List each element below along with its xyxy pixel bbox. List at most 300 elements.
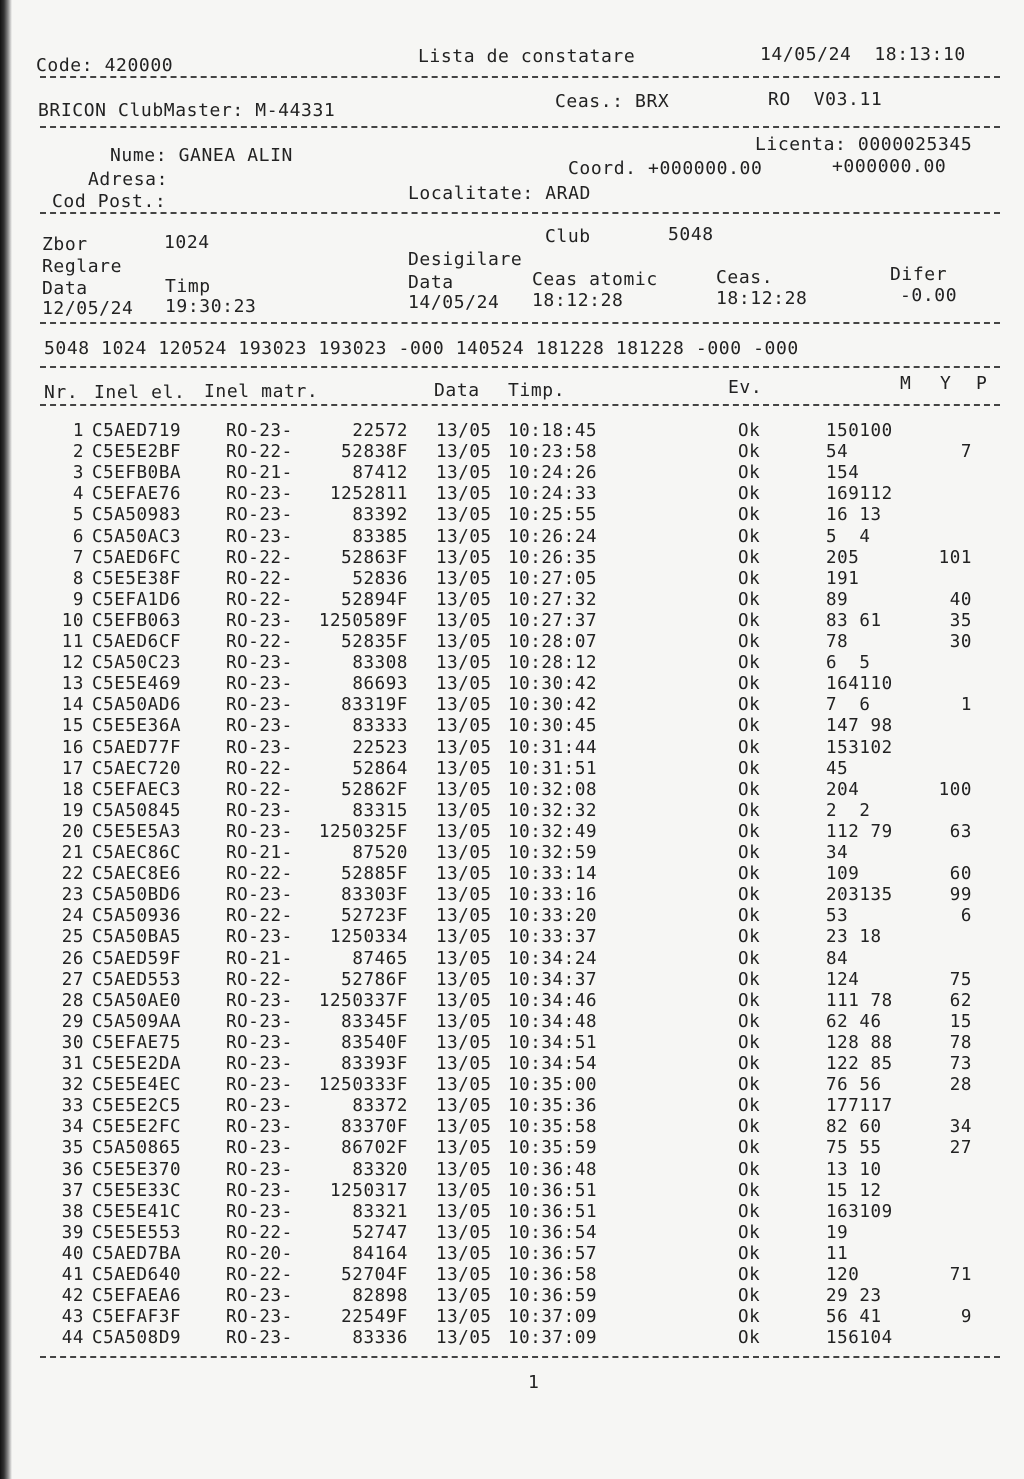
row-inel-el: C5EFB0BA bbox=[92, 463, 182, 484]
locality: Localitate: ARAD bbox=[408, 183, 591, 204]
row-inel-el: C5E5E4EC bbox=[92, 1075, 182, 1096]
row-data: 13/05 bbox=[436, 737, 492, 758]
row-ev: Ok bbox=[738, 632, 761, 652]
set-time: 19:30:23 bbox=[165, 296, 257, 317]
row-my: 120 bbox=[826, 1265, 860, 1285]
table-row bbox=[0, 1222, 1024, 1244]
row-inel-series: RO-22- bbox=[226, 632, 293, 652]
row-inel-el: C5E5E2BF bbox=[92, 442, 182, 463]
row-timp: 10:32:32 bbox=[508, 800, 598, 821]
row-my: 128 88 bbox=[826, 1032, 893, 1053]
row-inel-el: C5AED640 bbox=[92, 1265, 182, 1285]
row-inel-el: C5A50BA5 bbox=[92, 927, 182, 948]
col-inel-el: Inel el. bbox=[94, 382, 186, 403]
table-row bbox=[0, 905, 1024, 927]
table-row bbox=[0, 758, 1024, 780]
row-data: 13/05 bbox=[436, 589, 492, 610]
row-nr: 29 bbox=[61, 1011, 84, 1032]
row-my: 62 46 bbox=[826, 1011, 882, 1032]
row-ev: Ok bbox=[738, 1307, 761, 1328]
divider bbox=[40, 1356, 1000, 1358]
row-my: 76 56 bbox=[826, 1075, 882, 1096]
row-data: 13/05 bbox=[436, 1075, 492, 1096]
row-my: 45 bbox=[826, 758, 849, 779]
row-inel-matr: 52747 bbox=[352, 1222, 408, 1243]
row-timp: 10:36:58 bbox=[508, 1265, 598, 1285]
row-inel-el: C5A508D9 bbox=[92, 1328, 182, 1349]
row-ev: Ok bbox=[738, 990, 761, 1011]
row-data: 13/05 bbox=[436, 906, 492, 927]
table-row bbox=[0, 1137, 1024, 1159]
row-inel-el: C5A50845 bbox=[92, 800, 182, 821]
row-my: 6 5 bbox=[826, 653, 871, 674]
row-nr: 40 bbox=[61, 1243, 84, 1264]
row-data: 13/05 bbox=[436, 695, 492, 716]
row-ev: Ok bbox=[738, 1096, 761, 1117]
row-inel-el: C5EFAE75 bbox=[92, 1032, 182, 1053]
table-row bbox=[0, 589, 1024, 611]
row-timp: 10:24:33 bbox=[508, 484, 598, 505]
row-data: 13/05 bbox=[436, 484, 492, 505]
row-ev: Ok bbox=[738, 568, 761, 589]
row-data: 13/05 bbox=[436, 568, 492, 589]
table-row bbox=[0, 568, 1024, 590]
set-date: 12/05/24 bbox=[42, 298, 134, 319]
row-timp: 10:28:12 bbox=[508, 653, 598, 674]
row-nr: 31 bbox=[61, 1054, 84, 1074]
row-inel-el: C5AED553 bbox=[92, 969, 182, 990]
row-inel-series: RO-23- bbox=[226, 1117, 293, 1138]
table-row bbox=[0, 1011, 1024, 1033]
row-my: 53 bbox=[826, 906, 849, 927]
row-data: 13/05 bbox=[436, 653, 492, 674]
row-data: 13/05 bbox=[436, 1159, 492, 1180]
row-p: 100 bbox=[938, 779, 972, 800]
table-row bbox=[0, 779, 1024, 801]
row-nr: 37 bbox=[61, 1180, 84, 1201]
row-inel-matr: 83392 bbox=[352, 505, 408, 526]
set-label: Reglare bbox=[42, 256, 123, 277]
set-date-label: Data bbox=[42, 278, 88, 299]
row-data: 13/05 bbox=[436, 1243, 492, 1264]
row-timp: 10:35:00 bbox=[508, 1075, 598, 1096]
row-timp: 10:30:42 bbox=[508, 674, 598, 695]
row-ev: Ok bbox=[738, 1117, 761, 1138]
row-my: 205 bbox=[826, 547, 860, 568]
row-data: 13/05 bbox=[436, 1180, 492, 1201]
row-inel-matr: 52838F bbox=[341, 442, 408, 463]
row-inel-el: C5A50983 bbox=[92, 505, 182, 526]
row-inel-el: C5E5E2FC bbox=[92, 1117, 182, 1138]
table-row bbox=[0, 694, 1024, 716]
table-row bbox=[0, 969, 1024, 991]
row-inel-series: RO-23- bbox=[226, 695, 293, 716]
row-data: 13/05 bbox=[436, 1096, 492, 1117]
row-inel-series: RO-23- bbox=[226, 737, 293, 758]
row-my: 13 10 bbox=[826, 1159, 882, 1180]
row-timp: 10:36:59 bbox=[508, 1286, 598, 1307]
row-nr: 3 bbox=[72, 463, 84, 484]
row-timp: 10:35:59 bbox=[508, 1138, 598, 1159]
coordinates-second: +000000.00 bbox=[832, 156, 947, 177]
table-row bbox=[0, 610, 1024, 632]
row-timp: 10:34:37 bbox=[508, 969, 598, 990]
row-timp: 10:32:59 bbox=[508, 843, 598, 863]
row-inel-series: RO-22- bbox=[226, 589, 293, 610]
table-row bbox=[0, 547, 1024, 569]
row-my: 75 55 bbox=[826, 1138, 882, 1159]
row-nr: 13 bbox=[61, 674, 84, 695]
row-my: 156104 bbox=[826, 1328, 893, 1349]
row-ev: Ok bbox=[738, 1265, 761, 1285]
row-data: 13/05 bbox=[436, 1201, 492, 1222]
row-ev: Ok bbox=[738, 1201, 761, 1222]
summary-line: 5048 1024 120524 193023 193023 -000 140524 181228 181228 -000 -000 bbox=[44, 338, 799, 359]
row-nr: 23 bbox=[61, 885, 84, 906]
row-inel-series: RO-23- bbox=[226, 421, 293, 441]
table-row bbox=[0, 1264, 1024, 1286]
row-my: 2 2 bbox=[826, 800, 871, 821]
row-my: 82 60 bbox=[826, 1117, 882, 1138]
row-inel-series: RO-23- bbox=[226, 927, 293, 948]
row-timp: 10:33:20 bbox=[508, 906, 598, 927]
clock-time: 18:12:28 bbox=[716, 288, 808, 309]
row-my: 11 bbox=[826, 1243, 849, 1264]
row-timp: 10:28:07 bbox=[508, 632, 598, 652]
row-timp: 10:25:55 bbox=[508, 505, 598, 526]
row-my: 111 78 bbox=[826, 990, 893, 1011]
row-inel-series: RO-23- bbox=[226, 1138, 293, 1159]
divider bbox=[40, 366, 1000, 368]
row-my: 150100 bbox=[826, 421, 893, 441]
row-nr: 11 bbox=[61, 632, 84, 652]
row-timp: 10:36:54 bbox=[508, 1222, 598, 1243]
table-row bbox=[0, 926, 1024, 948]
row-my: 153102 bbox=[826, 737, 893, 758]
row-p: 99 bbox=[949, 885, 972, 906]
row-inel-matr: 83393F bbox=[341, 1054, 408, 1074]
row-ev: Ok bbox=[738, 1328, 761, 1349]
row-inel-el: C5AED59F bbox=[92, 948, 182, 969]
row-my: 84 bbox=[826, 948, 849, 969]
row-my: 83 61 bbox=[826, 610, 882, 631]
row-data: 13/05 bbox=[436, 442, 492, 463]
postal-code-label: Cod Post.: bbox=[52, 191, 167, 212]
row-inel-series: RO-22- bbox=[226, 758, 293, 779]
row-ev: Ok bbox=[738, 843, 761, 863]
row-p: 63 bbox=[949, 821, 972, 842]
row-data: 13/05 bbox=[436, 948, 492, 969]
row-inel-matr: 52885F bbox=[341, 864, 408, 885]
row-inel-el: C5AEC8E6 bbox=[92, 864, 182, 885]
row-inel-matr: 83336 bbox=[352, 1328, 408, 1349]
row-inel-series: RO-23- bbox=[226, 1286, 293, 1307]
row-timp: 10:32:49 bbox=[508, 821, 598, 842]
row-nr: 42 bbox=[61, 1286, 84, 1307]
row-inel-matr: 52894F bbox=[341, 589, 408, 610]
row-data: 13/05 bbox=[436, 1328, 492, 1349]
table-row bbox=[0, 420, 1024, 442]
row-data: 13/05 bbox=[436, 1054, 492, 1074]
row-inel-matr: 84164 bbox=[352, 1243, 408, 1264]
row-nr: 33 bbox=[61, 1096, 84, 1117]
print-datetime: 14/05/24 18:13:10 bbox=[760, 44, 966, 65]
row-inel-el: C5E5E5A3 bbox=[92, 821, 182, 842]
row-nr: 28 bbox=[61, 990, 84, 1011]
row-inel-matr: 22572 bbox=[352, 421, 408, 441]
row-data: 13/05 bbox=[436, 421, 492, 441]
row-inel-matr: 1250325F bbox=[318, 821, 408, 842]
row-inel-el: C5E5E41C bbox=[92, 1201, 182, 1222]
row-ev: Ok bbox=[738, 1054, 761, 1074]
row-ev: Ok bbox=[738, 505, 761, 526]
row-data: 13/05 bbox=[436, 1222, 492, 1243]
row-ev: Ok bbox=[738, 463, 761, 484]
row-my: 109 bbox=[826, 864, 860, 885]
row-inel-series: RO-23- bbox=[226, 800, 293, 821]
row-inel-matr: 82898 bbox=[352, 1286, 408, 1307]
row-nr: 14 bbox=[61, 695, 84, 716]
atomic-clock-time: 18:12:28 bbox=[532, 290, 624, 311]
row-p: 73 bbox=[949, 1054, 972, 1074]
table-row bbox=[0, 504, 1024, 526]
row-ev: Ok bbox=[738, 948, 761, 969]
row-inel-matr: 1252811 bbox=[330, 484, 408, 505]
row-timp: 10:34:51 bbox=[508, 1032, 598, 1053]
row-inel-series: RO-22- bbox=[226, 1222, 293, 1243]
row-nr: 2 bbox=[72, 442, 84, 463]
row-inel-el: C5E5E370 bbox=[92, 1159, 182, 1180]
row-inel-el: C5EFAEA6 bbox=[92, 1286, 182, 1307]
row-data: 13/05 bbox=[436, 674, 492, 695]
divider bbox=[40, 322, 1000, 324]
row-inel-el: C5A509AA bbox=[92, 1011, 182, 1032]
table-row bbox=[0, 715, 1024, 737]
row-inel-series: RO-23- bbox=[226, 1096, 293, 1117]
row-inel-matr: 86702F bbox=[341, 1138, 408, 1159]
row-nr: 5 bbox=[72, 505, 84, 526]
row-inel-series: RO-20- bbox=[226, 1243, 293, 1264]
row-p: 40 bbox=[949, 589, 972, 610]
row-data: 13/05 bbox=[436, 1138, 492, 1159]
row-inel-matr: 22523 bbox=[352, 737, 408, 758]
row-p: 60 bbox=[949, 864, 972, 885]
row-nr: 1 bbox=[72, 421, 84, 441]
row-p: 71 bbox=[949, 1265, 972, 1285]
row-my: 54 bbox=[826, 442, 849, 463]
row-nr: 16 bbox=[61, 737, 84, 758]
row-timp: 10:34:54 bbox=[508, 1054, 598, 1074]
device-id: BRICON ClubMaster: M-44331 bbox=[38, 100, 336, 121]
row-inel-el: C5A50AD6 bbox=[92, 695, 182, 716]
row-nr: 10 bbox=[61, 610, 84, 631]
row-my: 16 13 bbox=[826, 505, 882, 526]
row-ev: Ok bbox=[738, 821, 761, 842]
row-inel-series: RO-23- bbox=[226, 821, 293, 842]
row-ev: Ok bbox=[738, 526, 761, 547]
divider bbox=[40, 126, 1000, 128]
row-inel-matr: 22549F bbox=[341, 1307, 408, 1328]
row-inel-series: RO-21- bbox=[226, 948, 293, 969]
row-p: 35 bbox=[949, 610, 972, 631]
row-my: 89 bbox=[826, 589, 849, 610]
table-row bbox=[0, 884, 1024, 906]
row-ev: Ok bbox=[738, 442, 761, 463]
table-row bbox=[0, 462, 1024, 484]
row-inel-series: RO-22- bbox=[226, 779, 293, 800]
row-timp: 10:27:32 bbox=[508, 589, 598, 610]
row-inel-series: RO-23- bbox=[226, 674, 293, 695]
row-timp: 10:36:57 bbox=[508, 1243, 598, 1264]
row-inel-series: RO-22- bbox=[226, 1265, 293, 1285]
col-y: Y bbox=[940, 373, 952, 394]
row-inel-series: RO-23- bbox=[226, 1201, 293, 1222]
row-inel-el: C5E5E38F bbox=[92, 568, 182, 589]
col-data: Data bbox=[434, 380, 480, 401]
row-data: 13/05 bbox=[436, 1011, 492, 1032]
row-data: 13/05 bbox=[436, 821, 492, 842]
row-inel-el: C5AED6CF bbox=[92, 632, 182, 652]
row-nr: 24 bbox=[61, 906, 84, 927]
table-row bbox=[0, 800, 1024, 822]
row-timp: 10:31:51 bbox=[508, 758, 598, 779]
row-inel-el: C5E5E553 bbox=[92, 1222, 182, 1243]
row-p: 101 bbox=[938, 547, 972, 568]
row-timp: 10:31:44 bbox=[508, 737, 598, 758]
row-my: 56 41 bbox=[826, 1307, 882, 1328]
col-ev: Ev. bbox=[728, 377, 763, 398]
row-p: 28 bbox=[949, 1075, 972, 1096]
row-data: 13/05 bbox=[436, 779, 492, 800]
club-number: 5048 bbox=[668, 224, 714, 245]
row-nr: 6 bbox=[72, 526, 84, 547]
row-inel-matr: 83370F bbox=[341, 1117, 408, 1138]
row-data: 13/05 bbox=[436, 885, 492, 906]
row-data: 13/05 bbox=[436, 505, 492, 526]
unseal-label: Desigilare bbox=[408, 249, 523, 270]
row-p: 78 bbox=[949, 1032, 972, 1053]
row-nr: 22 bbox=[61, 864, 84, 885]
row-ev: Ok bbox=[738, 1075, 761, 1096]
row-p: 27 bbox=[949, 1138, 972, 1159]
row-my: 15 12 bbox=[826, 1180, 882, 1201]
row-inel-matr: 83319F bbox=[341, 695, 408, 716]
row-inel-matr: 52862F bbox=[341, 779, 408, 800]
row-inel-matr: 83321 bbox=[352, 1201, 408, 1222]
row-inel-el: C5A50865 bbox=[92, 1138, 182, 1159]
clock-label: Ceas. bbox=[716, 267, 774, 288]
document-title: Lista de constatare bbox=[418, 46, 636, 67]
row-inel-matr: 1250337F bbox=[318, 990, 408, 1011]
table-row bbox=[0, 631, 1024, 653]
row-nr: 4 bbox=[72, 484, 84, 505]
row-timp: 10:30:45 bbox=[508, 716, 598, 737]
flight-label: Zbor bbox=[42, 234, 88, 255]
row-inel-el: C5AED7BA bbox=[92, 1243, 182, 1264]
row-p: 30 bbox=[949, 632, 972, 652]
row-data: 13/05 bbox=[436, 610, 492, 631]
row-timp: 10:36:51 bbox=[508, 1180, 598, 1201]
row-inel-series: RO-23- bbox=[226, 1011, 293, 1032]
row-timp: 10:26:35 bbox=[508, 547, 598, 568]
row-nr: 9 bbox=[72, 589, 84, 610]
row-nr: 38 bbox=[61, 1201, 84, 1222]
row-nr: 43 bbox=[61, 1307, 84, 1328]
row-my: 29 23 bbox=[826, 1286, 882, 1307]
row-ev: Ok bbox=[738, 1222, 761, 1243]
row-inel-el: C5A50936 bbox=[92, 906, 182, 927]
row-timp: 10:33:14 bbox=[508, 864, 598, 885]
row-inel-el: C5EFB063 bbox=[92, 610, 182, 631]
row-p: 62 bbox=[949, 990, 972, 1011]
row-ev: Ok bbox=[738, 885, 761, 906]
table-row bbox=[0, 441, 1024, 463]
row-ev: Ok bbox=[738, 484, 761, 505]
row-my: 34 bbox=[826, 843, 849, 863]
row-data: 13/05 bbox=[436, 927, 492, 948]
license-number: Licenta: 0000025345 bbox=[755, 134, 973, 155]
row-ev: Ok bbox=[738, 927, 761, 948]
row-nr: 17 bbox=[61, 758, 84, 779]
row-nr: 30 bbox=[61, 1032, 84, 1053]
row-inel-series: RO-23- bbox=[226, 526, 293, 547]
row-inel-series: RO-23- bbox=[226, 1032, 293, 1053]
row-data: 13/05 bbox=[436, 990, 492, 1011]
row-data: 13/05 bbox=[436, 526, 492, 547]
row-ev: Ok bbox=[738, 969, 761, 990]
row-data: 13/05 bbox=[436, 1032, 492, 1053]
row-timp: 10:18:45 bbox=[508, 421, 598, 441]
row-p: 7 bbox=[960, 442, 972, 463]
row-ev: Ok bbox=[738, 589, 761, 610]
row-my: 164110 bbox=[826, 674, 893, 695]
row-nr: 34 bbox=[61, 1117, 84, 1138]
row-my: 169112 bbox=[826, 484, 893, 505]
row-inel-matr: 1250317 bbox=[330, 1180, 408, 1201]
divider bbox=[40, 404, 1000, 406]
address-label: Adresa: bbox=[88, 169, 169, 190]
row-ev: Ok bbox=[738, 1011, 761, 1032]
row-ev: Ok bbox=[738, 610, 761, 631]
row-timp: 10:26:24 bbox=[508, 526, 598, 547]
row-inel-series: RO-23- bbox=[226, 610, 293, 631]
row-inel-el: C5E5E469 bbox=[92, 674, 182, 695]
row-nr: 26 bbox=[61, 948, 84, 969]
col-inel-matr: Inel matr. bbox=[204, 381, 319, 402]
divider bbox=[40, 212, 1000, 214]
table-row bbox=[0, 1201, 1024, 1223]
row-inel-el: C5AED6FC bbox=[92, 547, 182, 568]
row-ev: Ok bbox=[738, 1138, 761, 1159]
table-row bbox=[0, 990, 1024, 1012]
row-inel-series: RO-23- bbox=[226, 505, 293, 526]
row-nr: 18 bbox=[61, 779, 84, 800]
row-inel-matr: 83308 bbox=[352, 653, 408, 674]
row-timp: 10:27:37 bbox=[508, 610, 598, 631]
row-timp: 10:30:42 bbox=[508, 695, 598, 716]
set-time-label: Timp bbox=[165, 276, 211, 297]
row-timp: 10:36:48 bbox=[508, 1159, 598, 1180]
row-data: 13/05 bbox=[436, 632, 492, 652]
difference-label: Difer bbox=[890, 264, 948, 285]
row-inel-series: RO-23- bbox=[226, 1075, 293, 1096]
row-inel-matr: 83345F bbox=[341, 1011, 408, 1032]
row-my: 78 bbox=[826, 632, 849, 652]
row-inel-el: C5E5E2C5 bbox=[92, 1096, 182, 1117]
row-inel-el: C5A50AE0 bbox=[92, 990, 182, 1011]
row-inel-matr: 1250334 bbox=[330, 927, 408, 948]
table-row bbox=[0, 1095, 1024, 1117]
